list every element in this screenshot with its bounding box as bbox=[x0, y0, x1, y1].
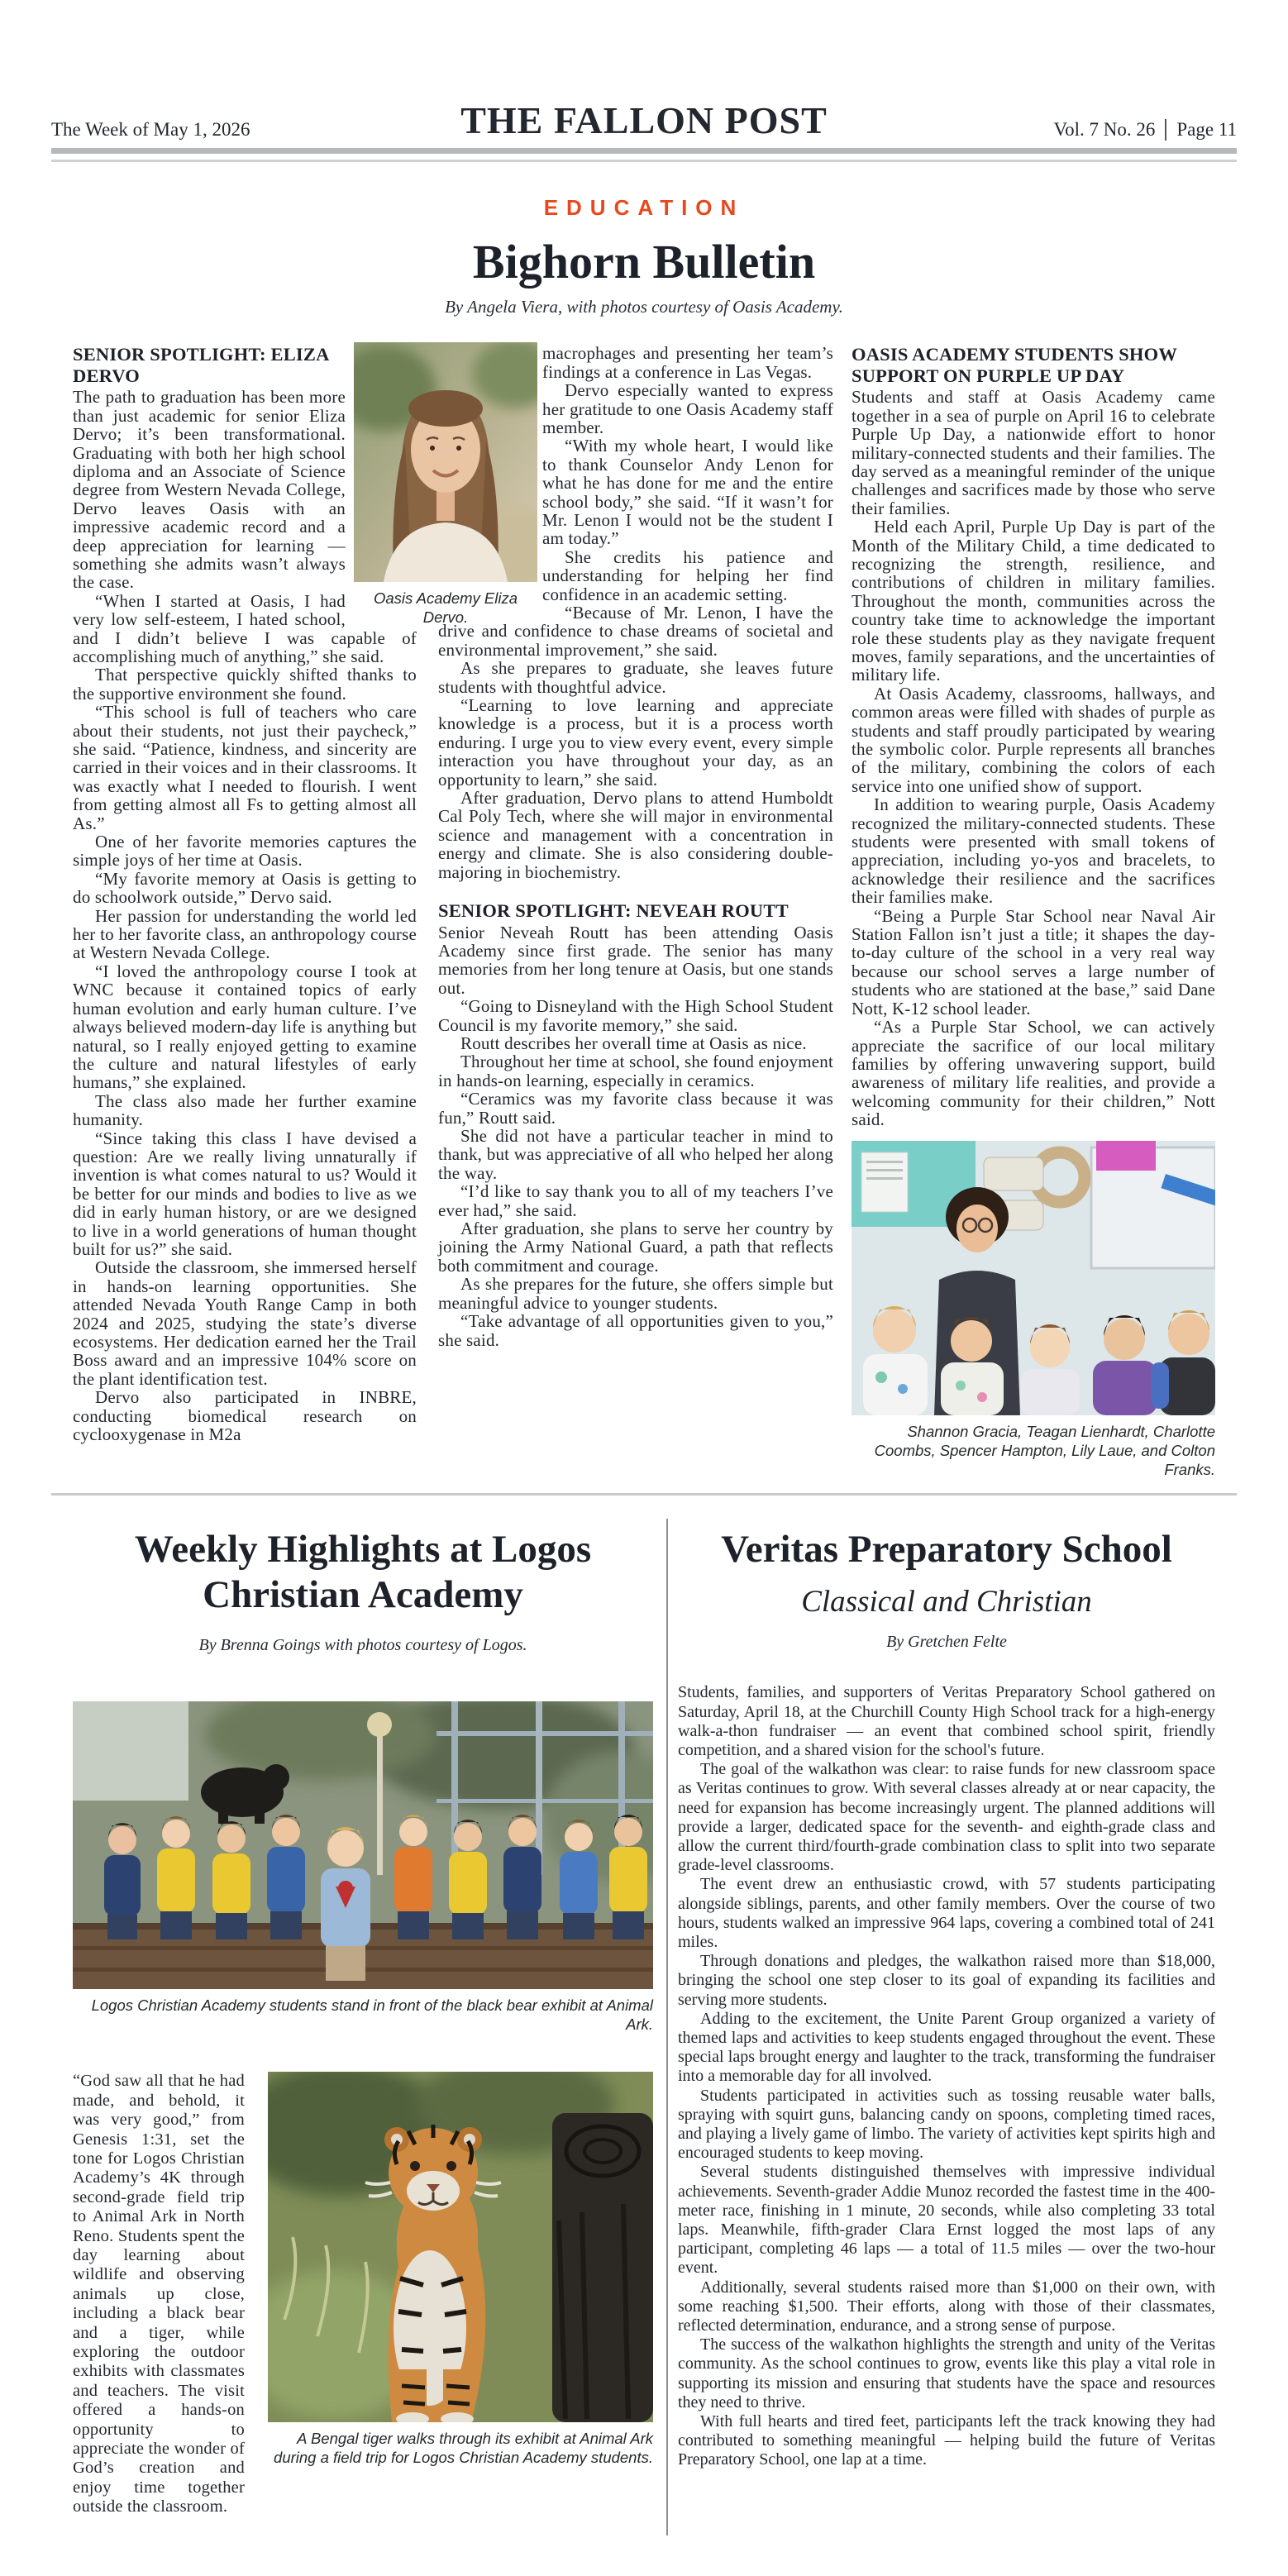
article-paragraph: Dervo especially wanted to express her gratitude to one Oasis Academy staff member. bbox=[542, 380, 833, 437]
article-paragraph: “As a Purple Star School, we can actively appreciate the sacrifice of our local military families by offering unwavering support, build awareness of military life realities, and provide a welcoming community for their children,” Nott said. bbox=[852, 1017, 1215, 1130]
article-paragraph: “This school is full of teachers who care about their students, not just their paycheck,” she said. “Patience, kindness, and sincerity are carried in their voices and in their classrooms. It was exactly what I needed to flourish. I went from getting almost all Fs to getting almost all As.” bbox=[73, 702, 417, 833]
section-divider-rule bbox=[51, 1493, 1237, 1496]
header-rule-thick bbox=[51, 148, 1237, 154]
veritas-article bbox=[666, 1519, 1215, 2535]
article-paragraph: “Since taking this class I have devised a question: Are we really living unnaturally if invention is what comes natural to us? Would it be better for our minds and bodies to live as we did in early human history, or are we designed to live in a world generations of human thought built for us?” she said. bbox=[73, 1128, 417, 1259]
article-paragraph: “Learning to love learning and appreciate knowledge is a process, but it is a process worth enduring. I urge you to view every event, every simple interaction you have throughout your day, as an opportunity to learn,” she said. bbox=[438, 695, 833, 789]
article-paragraph: Through donations and pledges, the walkathon raised more than $18,000, bringing the school one step closer to its goal of expanding its facilities and serving more students. bbox=[678, 1952, 1215, 2009]
logos-title: Weekly Highlights at Logos Christian Academy bbox=[134, 1528, 592, 1617]
article-paragraph: Held each April, Purple Up Day is part of the Month of the Military Child, a time dedicated to recognizing the strength, resilience, and contributions of children in military families. Throughout the month, communities across the country take time to acknowledge the important role these students play as they navigate frequent moves, family separations, and the uncertainties of military life. bbox=[852, 517, 1215, 685]
logos-byline: By Brenna Goings with photos courtesy of Logos. bbox=[198, 1636, 527, 1655]
bottom-section bbox=[73, 1519, 1215, 2535]
article-paragraph: That perspective quickly shifted thanks to the supportive environment she found. bbox=[73, 665, 417, 704]
article-paragraph: “With my whole heart, I would like to thank Counselor Andy Lenon for what he has done for me and the entire school body,” she said. “If it wasn’t for Mr. Lenon I would not be the student I am today.” bbox=[542, 436, 833, 549]
article-paragraph: The event drew an enthusiastic crowd, with 57 students participating alongside siblings, parents, and other family members. Over the course of two hours, students walked an impressive 964 laps, covering a combined total of 241 miles. bbox=[678, 1875, 1215, 1951]
logos-photo-block bbox=[73, 1701, 653, 2034]
article-paragraph: Dervo also participated in INBRE, conducting biomedical research on cyclooxygenase in M2a bbox=[73, 1387, 417, 1445]
bighorn-byline: By Angela Viera, with photos courtesy of Oasis Academy. bbox=[445, 297, 843, 317]
logos-photo-caption: Logos Christian Academy students stand in front of the black bear exhibit at Animal Ark. bbox=[91, 1996, 653, 2034]
volume-number: Vol. 7 No. 26 bbox=[1053, 119, 1156, 141]
purple-up-day-heading: OASIS ACADEMY STUDENTS SHOW SUPPORT ON PURPLE UP DAY bbox=[852, 344, 1177, 386]
eliza-dervo-photo bbox=[354, 342, 537, 582]
veritas-subtitle: Classical and Christian bbox=[801, 1585, 1092, 1620]
article-paragraph: macrophages and presenting her team’s findings at a conference in Las Vegas. bbox=[542, 343, 833, 382]
article-paragraph: As she prepares to graduate, she leaves future students with thoughtful advice. bbox=[438, 658, 833, 697]
article-paragraph: Students participated in activities such as tossing reusable water balls, spraying with squirt guns, balancing candy on spoons, completing timed races, and playing a lively game of limbo. The variety of activities kept spirits high and encouraged students to keep moving. bbox=[678, 2086, 1215, 2163]
article-paragraph: One of her favorite memories captures the simple joys of her time at Oasis. bbox=[73, 832, 417, 871]
tiger-photo-caption: A Bengal tiger walks through its exhibit at Animal Ark during a field trip for Logos Christian Academy students. bbox=[274, 2430, 653, 2467]
purple-photo-block bbox=[852, 1141, 1215, 1479]
purple-up-day-photo bbox=[852, 1141, 1215, 1415]
article-paragraph: She did not have a particular teacher in mind to thank, but was appreciative of all who helped her along the way. bbox=[438, 1126, 833, 1183]
article-paragraph: “Take advantage of all opportunities given to you,” she said. bbox=[438, 1311, 833, 1350]
article-paragraph: Outside the classroom, she immersed herself in hands-on learning opportunities. She attended Nevada Youth Range Camp in both 2024 and 2025, studying the state’s diverse ecosystems. Her dedication earned her the Trail Boss award and an impressive 104% score on the plant identification test. bbox=[73, 1257, 417, 1389]
article-paragraph: Several students distinguished themselves with impressive individual achievements. Seventh-grader Addie Munoz recorded the fastest time in the 400-meter race, finishing in 1 minute, 20 seconds, while also completing 33 total laps. Meanwhile, fifth-grader Clara Ernst logged the most laps of any participant, completing 46 laps — a total of 11.5 miles — over the two-hour event. bbox=[678, 2163, 1215, 2278]
bighorn-column-3 bbox=[852, 344, 1215, 1493]
article-paragraph: The success of the walkathon highlights the strength and unity of the Veritas community. As the school continues to grow, events like this play a vital role in supporting its mission and ensuring that students have the space and resources they need to thrive. bbox=[678, 2335, 1215, 2411]
eliza-photo-caption: Oasis Academy Eliza Dervo. bbox=[373, 589, 518, 627]
article-paragraph: As she prepares for the future, she offers simple but meaningful advice to younger students. bbox=[438, 1274, 833, 1313]
article-paragraph: Students, families, and supporters of Veritas Preparatory School gathered on Saturday, April 18, at the Churchill County High School track for a high-energy walk-a-thon fundraiser — an event that combined school spirit, friendly competition, and a shared vision for the school's future. bbox=[678, 1683, 1215, 1759]
article-paragraph: “Going to Disneyland with the High School Student Council is my favorite memory,” she said. bbox=[438, 996, 833, 1035]
section-label: EDUCATION bbox=[543, 195, 745, 221]
veritas-body bbox=[678, 1683, 1215, 2469]
article-paragraph: “When I started at Oasis, I had very low self-esteem, I hated school, and I didn’t believe I was capable of accomplishing much of anything,” she said. bbox=[73, 590, 417, 666]
article-paragraph: The class also made her further examine humanity. bbox=[73, 1090, 417, 1130]
logos-article bbox=[73, 1519, 653, 2535]
logos-body-row bbox=[73, 2072, 653, 2516]
article-paragraph: “God saw all that he had made, and behold, it was very good,” from Genesis 1:31, set the tone for Logos Christian Academy’s 4K through second-grade field trip to Animal Ark in North Reno. Students spent the day learning about wildlife and observing animals up close, including a black bear and a tiger, while exploring the outdoor exhibits with classmates and teachers. The visit offered a hands-on opportunity to appreciate the wonder of God’s creation and enjoy time together outside the classroom. bbox=[73, 2072, 245, 2516]
article-paragraph: “I’d like to say thank you to all of my teachers I’ve ever had,” she said. bbox=[438, 1181, 833, 1220]
header-divider bbox=[1165, 119, 1166, 141]
article-paragraph: Students and staff at Oasis Academy came together in a sea of purple on April 16 to celebrate Purple Up Day, a nationwide effort to honor military-connected students and their families. The day served as a meaningful reminder of the unique challenges and sacrifices made by those who serve their families. bbox=[852, 387, 1215, 518]
purple-photo-caption: Shannon Gracia, Teagan Lienhardt, Charlotte Coombs, Spencer Hampton, Lily Laue, and Colton Franks. bbox=[874, 1422, 1215, 1478]
article-paragraph: Adding to the excitement, the Unite Parent Group organized a variety of themed laps and activities to keep students engaged throughout the event. These special laps brought energy and laughter to the track, transforming the fundraiser into a memorable day for all involved. bbox=[678, 2009, 1215, 2086]
article-paragraph: “Being a Purple Star School near Naval Air Station Fallon isn’t just a title; it shapes the day-to-day culture of the school in a very real way because our school serves a large number of students who are stationed at the base,” said Dane Nott, K-12 school leader. bbox=[852, 905, 1215, 1018]
eliza-photo-block bbox=[354, 342, 537, 627]
logos-field-trip-photo bbox=[73, 1701, 653, 1989]
bengal-tiger-photo bbox=[268, 2072, 653, 2422]
article-paragraph: “Because of Mr. Lenon, I have the drive and confidence to chase dreams of societal and environmental improvement,” she said. bbox=[438, 602, 833, 660]
issue-date: The Week of May 1, 2026 bbox=[51, 119, 250, 141]
article-paragraph: After graduation, Dervo plans to attend Humboldt Cal Poly Tech, where she will major in environmental science and management with a concentration in energy and climate. She is also considering double-majoring in biochemistry. bbox=[438, 788, 833, 882]
tiger-photo-block bbox=[268, 2072, 653, 2516]
spotlight-neveah-heading: SENIOR SPOTLIGHT: NEVEAH ROUTT bbox=[438, 900, 789, 922]
logos-body-column bbox=[73, 2072, 245, 2516]
article-paragraph: In addition to wearing purple, Oasis Academy recognized the military-connected students. These students were presented with small tokens of appreciation, including yo-yos and bracelets, to acknowledge their resilience and the sacrifices their families make. bbox=[852, 794, 1215, 908]
issue-info bbox=[1053, 119, 1237, 141]
header-rule-thin bbox=[51, 160, 1237, 162]
article-paragraph: The path to graduation has been more than just academic for senior Eliza Dervo; it’s been transformational. Graduating with both her high school diploma and an Associate of Science degree from Western Nevada College, Dervo leaves Oasis with an impressive academic record and a deep appreciation for learning — something she admits wasn’t always the case. bbox=[73, 387, 346, 593]
article-paragraph: “My favorite memory at Oasis is getting to do schoolwork outside,” Dervo said. bbox=[73, 868, 417, 908]
veritas-byline: By Gretchen Felte bbox=[886, 1633, 1007, 1652]
page-number: Page 11 bbox=[1176, 119, 1237, 141]
spotlight-eliza-heading: SENIOR SPOTLIGHT: ELIZA DERVO bbox=[73, 344, 329, 386]
newspaper-title: THE FALLON POST bbox=[460, 99, 828, 141]
article-paragraph: Throughout her time at school, she found enjoyment in hands-on learning, especially in ceramics. bbox=[438, 1052, 833, 1090]
article-paragraph: After graduation, she plans to serve her country by joining the Army National Guard, a path that reflects both commitment and courage. bbox=[438, 1219, 833, 1276]
bighorn-article bbox=[73, 344, 1215, 1493]
masthead bbox=[51, 101, 1237, 141]
veritas-title: Veritas Preparatory School bbox=[721, 1528, 1172, 1572]
article-paragraph: The goal of the walkathon was clear: to raise funds for new classroom space as Veritas continues to grow. With several classes already at or near capacity, the need for expansion has become increasingly urgent. The planned additions will provide a larger, dedicated space for the seventh- and eighth-grade class and allow the current third/fourth-grade combination class to split into two separate grade-level classrooms. bbox=[678, 1760, 1215, 1875]
article-paragraph: “I loved the anthropology course I took at WNC because it contained topics of early human evolution and early human culture. I’ve always believed modern-day life is anything but natural, so I really enjoyed getting to examine the culture and natural lifestyles of early humans,” she explained. bbox=[73, 961, 417, 1093]
article-paragraph: “Ceramics was my favorite class because it was fun,” Routt said. bbox=[438, 1089, 833, 1128]
article-paragraph: She credits his patience and understanding for helping her find confidence in an academic setting. bbox=[542, 546, 833, 604]
article-paragraph: Routt describes her overall time at Oasis as nice. bbox=[460, 1033, 807, 1054]
article-paragraph: Senior Neveah Routt has been attending Oasis Academy since first grade. The senior has many memories from her long tenure at Oasis, but one stands out. bbox=[438, 922, 833, 998]
article-paragraph: Her passion for understanding the world led her to her favorite class, an anthropology course at Western Nevada College. bbox=[73, 905, 417, 963]
article-paragraph: At Oasis Academy, classrooms, hallways, and common areas were filled with shades of purple as students and staff proudly participated by wearing the symbolic color. Purple represents all branches of the military, combining the colors of each service into one unified show of support. bbox=[852, 683, 1215, 796]
article-paragraph: Additionally, several students raised more than $1,000 on their own, with some reaching $1,500. Their efforts, along with those of their classmates, reflected determination, endurance, and a strong sense of purpose. bbox=[678, 2278, 1215, 2335]
bighorn-title: Bighorn Bulletin bbox=[472, 235, 816, 289]
article-paragraph: With full hearts and tired feet, participants left the track knowing they had contributed to something meaningful — helping build the future of Veritas Preparatory School, one lap at a time. bbox=[678, 2412, 1215, 2469]
